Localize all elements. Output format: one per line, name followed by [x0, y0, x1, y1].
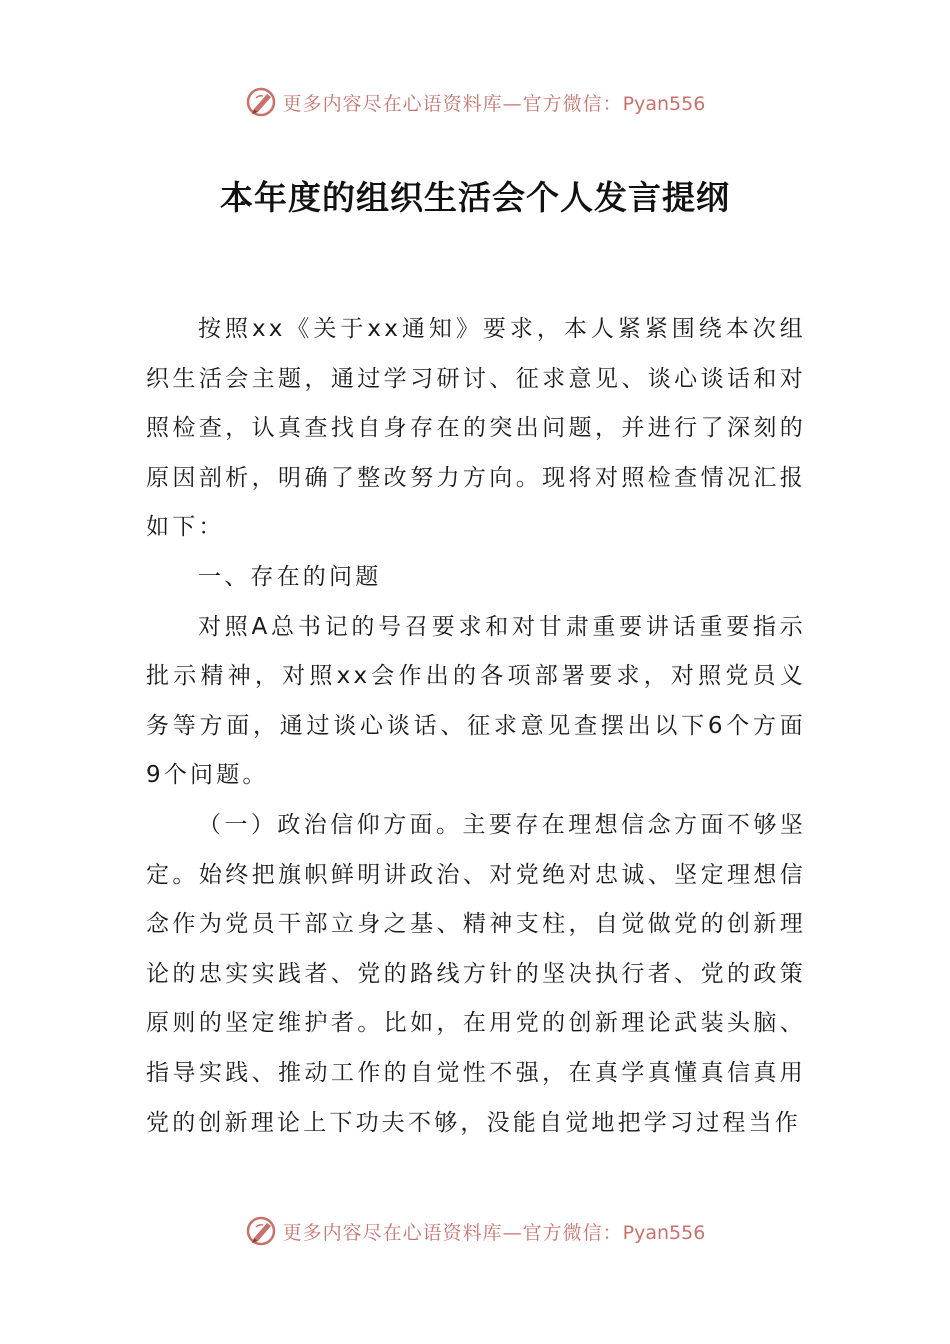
paragraph-political-belief: （一）政治信仰方面。主要存在理想信念方面不够坚定。始终把旗帜鲜明讲政治、对党绝对忠诚、坚定理想信念作为党员干部立身之基、精神支柱，自觉做党的创新理论的忠实实践者、党的路线方针的坚决执行者、党的政策原则的坚定维护者。比如，在用党的创新理论武装头脑、指导实践、推动工作的自觉性不强，在真学真懂真信真用党的创新理论上下功夫不够，没能自觉地把学习过程当作 — [146, 811, 806, 1136]
paragraph-overview: 对照A总书记的号召要求和对甘肃重要讲话重要指示批示精神，对照xx会作出的各项部署要求，对照党员义务等方面，通过谈心谈话、征求意见查摆出以下6个方面9个问题。 — [146, 613, 806, 789]
watermark-text: 更多内容尽在心语资料库—官方微信：Pyan556 — [282, 1221, 706, 1244]
pen-logo-icon — [245, 1214, 279, 1248]
watermark-wechat-id: Pyan556 — [622, 92, 706, 115]
watermark-footer — [0, 1211, 950, 1251]
watermark-text: 更多内容尽在心语资料库—官方微信：Pyan556 — [282, 92, 706, 115]
watermark-wechat-id: Pyan556 — [622, 1221, 706, 1244]
watermark-header — [0, 82, 950, 122]
section-heading-problems: 一、存在的问题 — [198, 563, 382, 590]
document-body — [146, 305, 806, 1148]
paragraph-intro: 按照xx《关于xx通知》要求，本人紧紧围绕本次组织生活会主题，通过学习研讨、征求意见、谈心谈话和对照检查，认真查找自身存在的突出问题，并进行了深刻的原因剖析，明确了整改努力方向。现将对照检查情况汇报如下： — [146, 316, 806, 541]
pen-logo-icon — [245, 85, 279, 119]
document-title: 本年度的组织生活会个人发言提纲 — [220, 178, 730, 217]
